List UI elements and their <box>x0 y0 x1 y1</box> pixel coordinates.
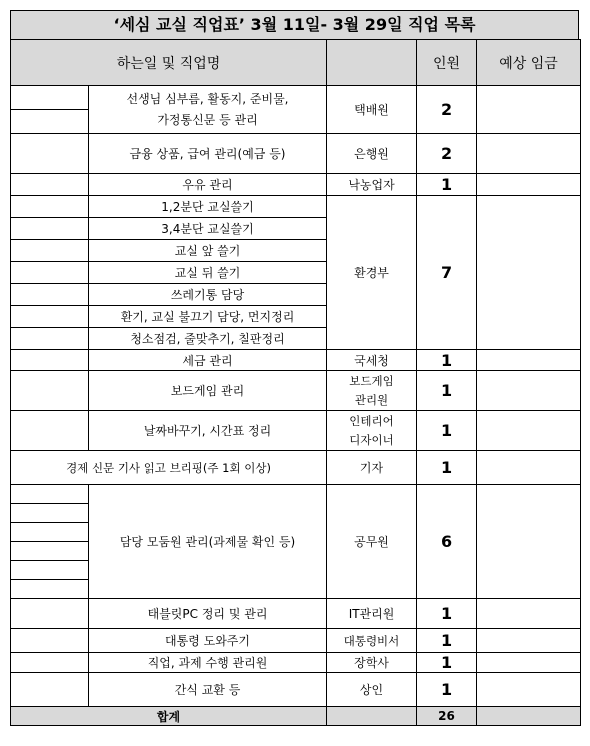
name-cell[interactable] <box>11 411 89 451</box>
count-cell: 1 <box>417 371 477 411</box>
table-row <box>11 371 581 411</box>
total-spacer <box>327 707 417 726</box>
job-line: 관리원 <box>354 392 389 407</box>
wage-cell[interactable] <box>477 411 581 451</box>
name-cell[interactable] <box>11 523 89 542</box>
count-cell: 1 <box>417 599 477 629</box>
duty-cell: 직업, 과제 수행 관리원 <box>89 653 327 673</box>
wage-cell[interactable] <box>477 134 581 174</box>
job-cell <box>327 411 417 451</box>
job-cell: 상인 <box>327 673 417 707</box>
duty-cell: 보드게임 관리 <box>89 371 327 411</box>
count-cell: 7 <box>417 196 477 350</box>
duty-cell: 태블릿PC 정리 및 관리 <box>89 599 327 629</box>
name-cell[interactable] <box>11 580 89 599</box>
header-wage: 예상 임금 <box>477 40 581 86</box>
name-cell[interactable] <box>11 86 89 110</box>
name-cell[interactable] <box>11 196 89 218</box>
total-wage <box>477 707 581 726</box>
job-cell: 낙농업자 <box>327 174 417 196</box>
name-cell[interactable] <box>11 673 89 707</box>
name-cell[interactable] <box>11 284 89 306</box>
duty-cell: 환기, 교실 불끄기 담당, 먼지정리 <box>89 306 327 328</box>
wage-cell[interactable] <box>477 653 581 673</box>
count-cell: 1 <box>417 411 477 451</box>
duty-cell: 대통령 도와주기 <box>89 629 327 653</box>
table-row <box>11 174 581 196</box>
name-cell[interactable] <box>11 306 89 328</box>
total-count: 26 <box>417 707 477 726</box>
name-cell[interactable] <box>11 371 89 411</box>
header-people: 인원 <box>417 40 477 86</box>
job-cell: 환경부 <box>327 196 417 350</box>
table-row <box>11 451 581 485</box>
wage-cell[interactable] <box>477 673 581 707</box>
name-cell[interactable] <box>11 561 89 580</box>
header-work: 하는일 및 직업명 <box>11 40 327 86</box>
count-cell: 1 <box>417 653 477 673</box>
job-cell <box>327 371 417 411</box>
name-cell[interactable] <box>11 328 89 350</box>
wage-cell[interactable] <box>477 196 581 350</box>
table-row <box>11 653 581 673</box>
job-line: 디자이너 <box>349 432 394 447</box>
duty-cell: 날짜바꾸기, 시간표 정리 <box>89 411 327 451</box>
name-cell[interactable] <box>11 599 89 629</box>
name-cell[interactable] <box>11 629 89 653</box>
count-cell: 1 <box>417 673 477 707</box>
duty-cell: 청소점검, 줄맞추기, 칠판정리 <box>89 328 327 350</box>
total-label: 합계 <box>11 707 327 726</box>
name-cell[interactable] <box>11 134 89 174</box>
table-row <box>11 86 581 110</box>
duty-cell: 3,4분단 교실쓸기 <box>89 218 327 240</box>
job-cell: 공무원 <box>327 485 417 599</box>
name-cell[interactable] <box>11 485 89 504</box>
count-cell: 1 <box>417 451 477 485</box>
wage-cell[interactable] <box>477 174 581 196</box>
name-cell[interactable] <box>11 110 89 134</box>
name-cell[interactable] <box>11 504 89 523</box>
name-cell[interactable] <box>11 240 89 262</box>
header-job-spacer <box>327 40 417 86</box>
name-cell[interactable] <box>11 218 89 240</box>
job-cell: 국세청 <box>327 350 417 371</box>
duty-cell: 교실 뒤 쓸기 <box>89 262 327 284</box>
duty-cell: 담당 모둠원 관리(과제물 확인 등) <box>89 485 327 599</box>
duty-line: 선생님 심부름, 활동지, 준비물, <box>126 91 289 106</box>
duty-cell: 1,2분단 교실쓸기 <box>89 196 327 218</box>
duty-cell: 쓰레기통 담당 <box>89 284 327 306</box>
table-row <box>11 134 581 174</box>
table-row <box>11 350 581 371</box>
table-row <box>11 673 581 707</box>
duty-cell <box>89 86 327 134</box>
wage-cell[interactable] <box>477 485 581 599</box>
duty-cell: 우유 관리 <box>89 174 327 196</box>
duty-line: 가정통신문 등 관리 <box>157 112 258 127</box>
total-row <box>11 707 581 726</box>
name-cell[interactable] <box>11 262 89 284</box>
page-title: ‘세심 교실 직업표’ 3월 11일- 3월 29일 직업 목록 <box>10 10 579 40</box>
wage-cell[interactable] <box>477 86 581 134</box>
job-line: 인테리어 <box>349 413 394 428</box>
name-cell[interactable] <box>11 174 89 196</box>
duty-cell: 세금 관리 <box>89 350 327 371</box>
name-cell[interactable] <box>11 653 89 673</box>
job-cell: 대통령비서 <box>327 629 417 653</box>
count-cell: 1 <box>417 629 477 653</box>
duty-cell: 간식 교환 등 <box>89 673 327 707</box>
table-row <box>11 196 581 218</box>
job-table <box>10 39 581 726</box>
duty-cell: 교실 앞 쓸기 <box>89 240 327 262</box>
header-row <box>11 40 581 86</box>
count-cell: 1 <box>417 174 477 196</box>
duty-cell: 금융 상품, 급여 관리(예금 등) <box>89 134 327 174</box>
job-line: 보드게임 <box>349 373 394 388</box>
wage-cell[interactable] <box>477 350 581 371</box>
table-row <box>11 411 581 451</box>
job-cell: IT관리원 <box>327 599 417 629</box>
count-cell: 6 <box>417 485 477 599</box>
wage-cell[interactable] <box>477 599 581 629</box>
count-cell: 2 <box>417 86 477 134</box>
wage-cell[interactable] <box>477 451 581 485</box>
table-row <box>11 599 581 629</box>
table-row <box>11 485 581 504</box>
job-cell: 기자 <box>327 451 417 485</box>
job-cell: 은행원 <box>327 134 417 174</box>
count-cell: 1 <box>417 350 477 371</box>
job-cell: 택배원 <box>327 86 417 134</box>
count-cell: 2 <box>417 134 477 174</box>
name-cell[interactable] <box>11 350 89 371</box>
wage-cell[interactable] <box>477 371 581 411</box>
duty-cell: 경제 신문 기사 읽고 브리핑(주 1회 이상) <box>11 451 327 485</box>
name-cell[interactable] <box>11 542 89 561</box>
job-cell: 장학사 <box>327 653 417 673</box>
wage-cell[interactable] <box>477 629 581 653</box>
table-row <box>11 629 581 653</box>
